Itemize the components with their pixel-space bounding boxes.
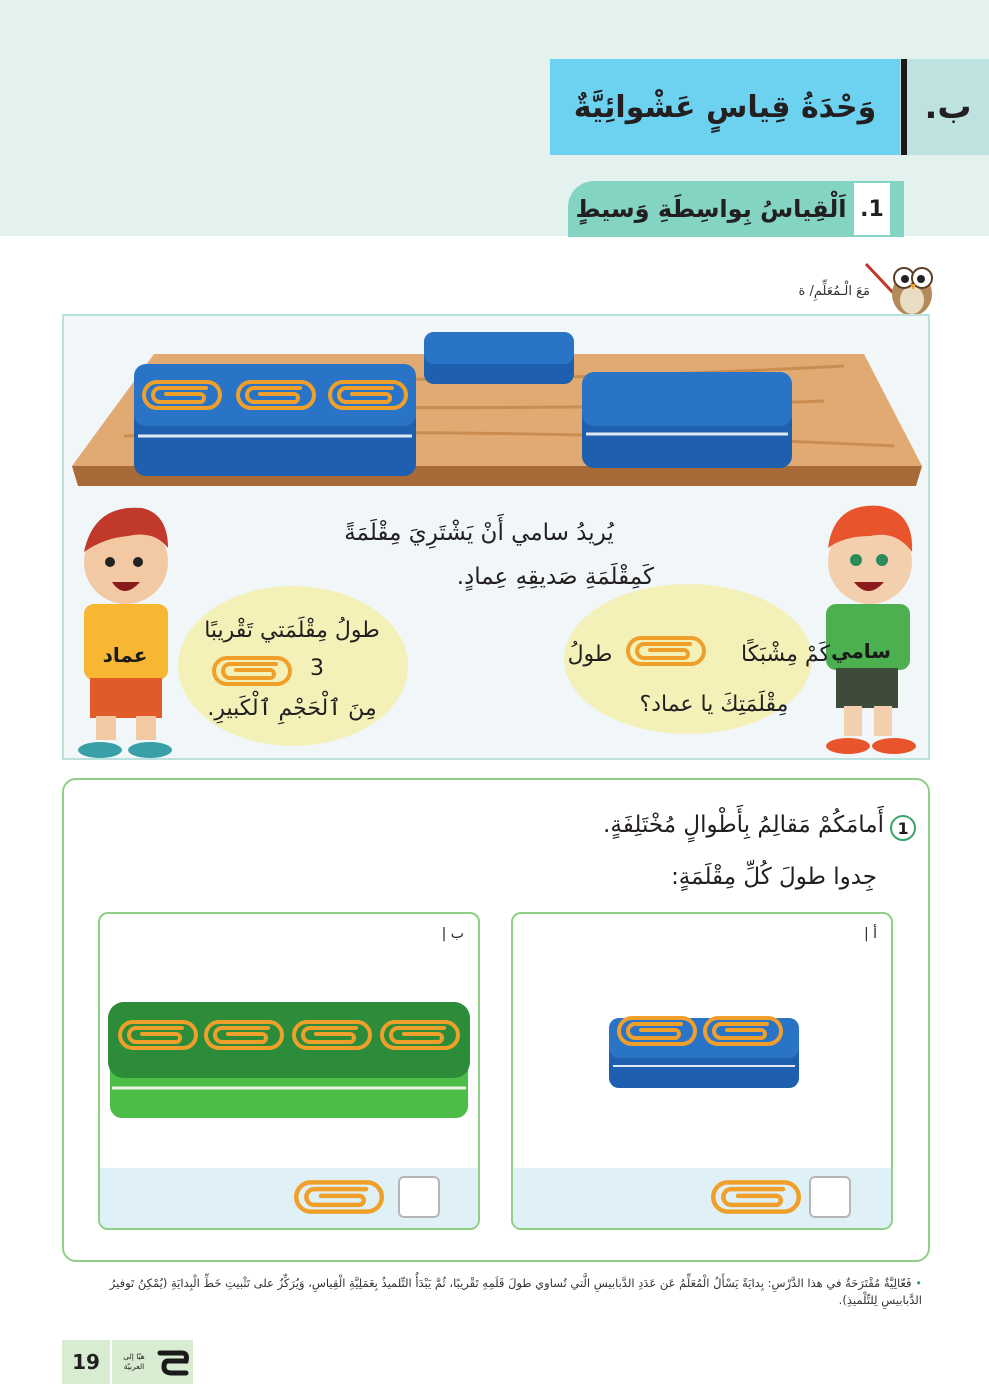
sami-character-illustration	[826, 506, 916, 754]
teacher-note: مَعَ الْـمُعَلِّمِ/ ة	[798, 284, 870, 299]
card-b-answer-area	[100, 1168, 478, 1228]
card-b-label: ب |	[441, 926, 464, 942]
sami-speech-line-2: مِقْلَمَتِكَ يا عماد؟	[639, 692, 789, 717]
emad-name-label: عماد	[102, 643, 148, 667]
card-a	[511, 912, 893, 1230]
logo-text: هيّا إلى العربيّة	[123, 1352, 145, 1371]
card-a-answer-box[interactable]	[809, 1176, 851, 1218]
subsection-tab	[568, 181, 904, 237]
section-title-box	[550, 59, 989, 155]
publisher-logo	[112, 1340, 193, 1384]
section-title: وَحْدَةُ قِياسٍ عَشْوائِيَّةٌ	[550, 59, 900, 155]
subsection-title: اَلْقِياسُ بِواسِطَةِ وَسيطٍ	[575, 195, 847, 223]
question-line-2: جِدوا طولَ كُلِّ مِقْلَمَةٍ:	[671, 864, 877, 890]
question-line-1: أَمامَكُمْ مَقالِمُ بِأَطْوالٍ مُخْتَلِفَةٍ.	[603, 812, 884, 838]
footnote	[72, 1275, 922, 1309]
emad-speech-line-1: طولُ مِقْلَمَتي تَقْريبًا	[204, 618, 380, 643]
paperclip-icon	[711, 1180, 801, 1214]
paperclip-icon	[294, 1180, 384, 1214]
question-number: 1	[890, 815, 916, 841]
footnote-text: فَعّالِيَّةٌ مُقْتَرَحَةٌ في هذا الدَّرْسِ: بِدايَةً يَسْأَلُ الْمُعَلِّمُ عَن عَدَدِ الدَّبابيسِ الَّتي تُساوي طولَ قَلَمِهِ تَقْريبًا، ثُمَّ يَبْدَأُ التِّلميذُ بِعَمَلِيَّةِ الْقِياسِ، وَيُرَكِّزُ على تَثْبيتِ خَطِّ الْبِدايَةِ (يُمْكِنُ تَوفيرُ الدَّبابيسِ لِلتِّلْميذِ).	[109, 1276, 922, 1307]
owl-teacher-icon	[864, 254, 940, 318]
bullet-icon: •	[911, 1276, 922, 1290]
logo-icon	[156, 1347, 190, 1377]
narration-line-2: كَمِقْلَمَةِ صَديقِهِ عِمادٍ.	[456, 564, 654, 590]
sami-speech-part-2: طولُ	[567, 642, 613, 667]
subsection-number: 1.	[854, 183, 890, 235]
narration-line-1: يُريدُ سامي أَنْ يَشْتَرِيَ مِقْلَمَةً	[344, 520, 614, 546]
sami-name-label: سامي	[831, 639, 891, 663]
story-scene	[62, 314, 930, 760]
card-b-answer-box[interactable]	[398, 1176, 440, 1218]
green-pencil-case-illustration	[100, 914, 478, 1164]
emad-character-illustration	[78, 508, 172, 758]
card-a-label: أ |	[863, 926, 877, 942]
section-letter: ب.	[924, 87, 972, 127]
card-b	[98, 912, 480, 1230]
card-a-answer-area	[513, 1168, 891, 1228]
sami-speech-part-1: كَمْ مِشْبَكًا	[740, 642, 830, 667]
emad-speech-line-3: مِنَ ٱلْحَجْمِ ٱلْكَبيرِ.	[207, 696, 377, 721]
blue-pencil-case-illustration	[513, 914, 891, 1164]
page-number: 19	[62, 1340, 110, 1384]
emad-speech-count: 3	[310, 656, 324, 681]
